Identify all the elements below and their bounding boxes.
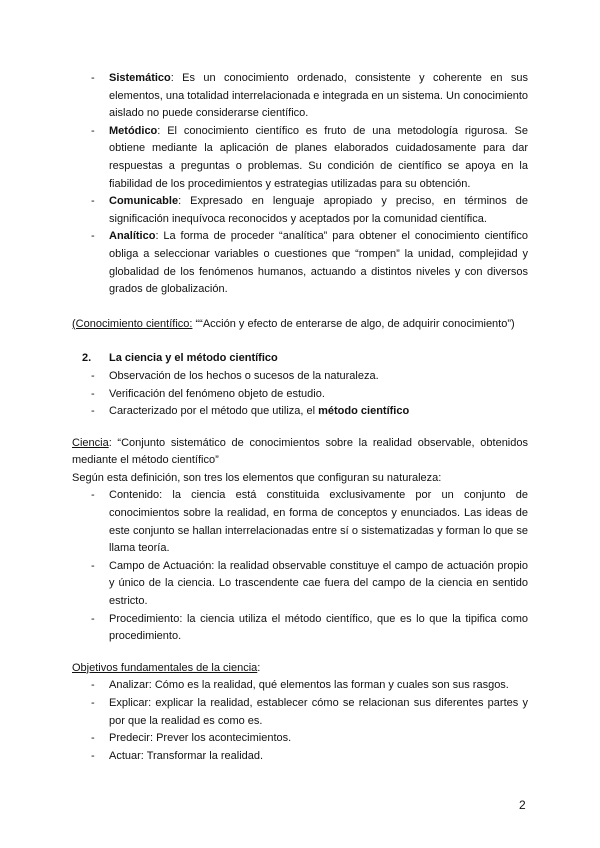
list-item	[72, 677, 528, 695]
characteristics-list	[72, 70, 528, 299]
ciencia-label: Ciencia	[72, 436, 109, 449]
list-item	[72, 70, 528, 123]
objetivos-suffix: :	[257, 661, 261, 674]
section-heading	[72, 350, 528, 368]
list-item	[72, 695, 528, 730]
list-item	[72, 748, 528, 766]
item-term: Comunicable	[109, 195, 179, 208]
item-text: Actuar: Transformar la realidad.	[109, 749, 264, 762]
item-text: Analizar: Cómo es la realidad, qué elementos las forman y cuales son sus rasgos.	[109, 679, 509, 692]
ciencia-elements-list	[72, 487, 528, 645]
list-item	[72, 558, 528, 611]
objetivos-list	[72, 677, 528, 765]
objetivos-label: Objetivos fundamentales de la ciencia	[72, 661, 258, 674]
ciencia-intro: Según esta definición, son tres los elementos que configuran su naturaleza:	[72, 471, 442, 484]
section-number: 2.	[82, 352, 92, 365]
objetivos-heading	[72, 660, 528, 678]
item-text: Campo de Actuación: la realidad observable constituye el campo de actuación propio y único de la ciencia. Lo trascendente cae fuera del campo de la ciencia en sentido estricto.	[109, 559, 528, 608]
item-text: : Expresado en lenguaje apropiado y preciso, en términos de significación inequívoca reconocidos y aceptados por la comunidad científica.	[109, 195, 528, 225]
ciencia-text: : “Conjunto sistemático de conocimientos sobre la realidad observable, obtenidos mediante el método científico”	[72, 436, 528, 467]
list-item	[72, 611, 528, 646]
item-text: Caracterizado por el método que utiliza, el	[109, 405, 319, 418]
item-term: Metódico	[109, 124, 158, 137]
item-text: : Es un conocimiento ordenado, consistente y coherente en sus elementos, una totalidad interrelacionada e integrada en un sistema. Un conocimiento aislado no puede considerarse científico.	[109, 72, 528, 120]
item-text: Verificación del fenómeno objeto de estudio.	[109, 387, 325, 400]
definition-label: (Conocimiento científico:	[72, 317, 193, 330]
list-item	[72, 123, 528, 193]
list-item	[72, 730, 528, 748]
ciencia-definition	[72, 435, 528, 470]
section2-list	[72, 368, 528, 421]
list-item	[72, 228, 528, 298]
page-number: 2	[519, 798, 526, 812]
section-title: La ciencia y el método científico	[109, 352, 278, 365]
page-content	[72, 70, 528, 765]
list-item	[72, 193, 528, 228]
item-text: Predecir: Prever los acontecimientos.	[109, 732, 292, 745]
item-text: Contenido: la ciencia está constituida exclusivamente por un conjunto de conocimientos sobre la realidad, en forma de conceptos y enunciados. Las ideas de este conjunto se hallan interrelacionadas entre sí o sistematizadas y forman lo que se llama teoría.	[109, 489, 528, 555]
definition-paragraph	[72, 316, 528, 334]
list-item	[72, 368, 528, 386]
item-term: Sistemático	[109, 72, 171, 84]
item-bold-text: método científico	[318, 405, 410, 418]
item-text: Procedimiento: la ciencia utiliza el método científico, que es lo que la tipifica como procedimiento.	[109, 612, 528, 643]
list-item	[72, 386, 528, 404]
item-text: Explicar: explicar la realidad, establecer cómo se relacionan sus diferentes partes y por que la realidad es como es.	[109, 697, 528, 727]
item-text: : La forma de proceder “analítica” para obtener el conocimiento científico obliga a seleccionar variables o cuestiones que “rompen” la unidad, complejidad y globalidad de los fenómenos humanos, actuando a distintos niveles y con diversos grados de globalización.	[109, 230, 528, 296]
list-item	[72, 487, 528, 557]
definition-text: ““Acción y efecto de enterarse de algo, de adquirir conocimiento”)	[192, 317, 515, 330]
item-term: Analítico	[109, 230, 156, 243]
item-text: Observación de los hechos o sucesos de la naturaleza.	[109, 369, 379, 382]
item-text: : El conocimiento científico es fruto de una metodología rigurosa. Se obtiene mediante la aplicación de planes elaborados cuidadosamente para dar respuestas a preguntas o problemas. Su condición de científico se apoya en la fiabilidad de los procedimientos y estrategias utilizadas para su obtención.	[109, 124, 528, 190]
list-item	[72, 403, 528, 421]
